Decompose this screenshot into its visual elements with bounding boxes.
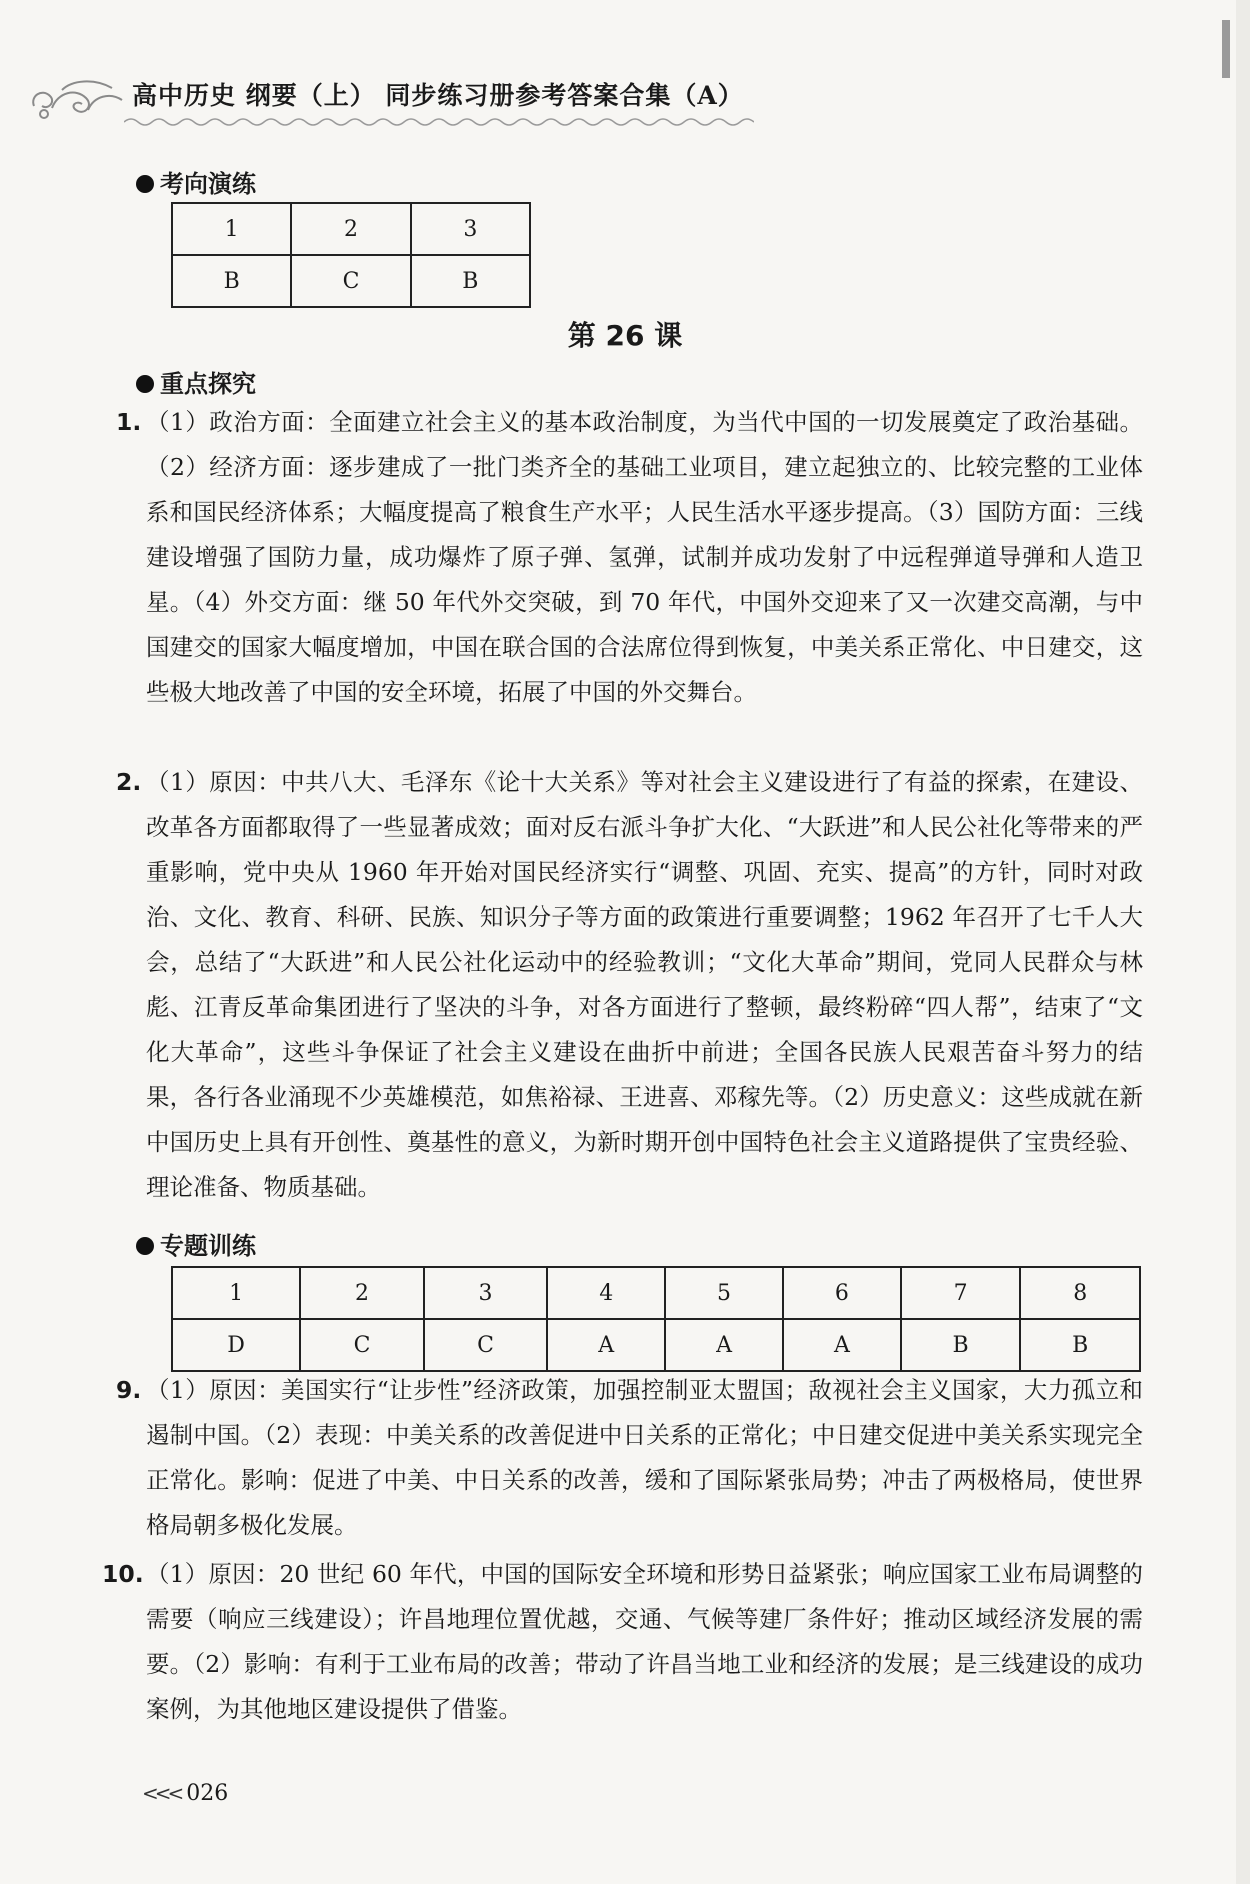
table-cell: 2 <box>291 203 410 255</box>
section-zhongdian-label: 重点探究 <box>160 370 256 398</box>
bullet-icon <box>136 1237 154 1255</box>
answer-item-9 <box>116 1368 1143 1548</box>
table-row <box>172 1267 1140 1319</box>
table-cell: 3 <box>424 1267 548 1319</box>
scroll-ornament-icon <box>28 66 128 126</box>
chevrons-left-icon: <<< <box>142 1781 181 1805</box>
table-cell: C <box>424 1319 548 1371</box>
item-number: 9. <box>116 1376 142 1404</box>
bullet-icon <box>136 175 154 193</box>
lesson-title: 第 26 课 <box>567 319 683 352</box>
item-number: 10. <box>102 1560 144 1588</box>
table-cell: 1 <box>172 203 291 255</box>
item-text: （1）原因：中共八大、毛泽东《论十大关系》等对社会主义建设进行了有益的探索，在建设、改革各方面都取得了一些显著成效；面对反右派斗争扩大化、“大跃进”和人民公社化等带来的严重影响，党中央从 1960 年开始对国民经济实行“调整、巩固、充实、提高”的方针，同时对政治、文化、教育、科研、民族、知识分子等方面的政策进行重要调整；1962 年召开了七千人大会，总结了“大跃进”和人民公社化运动中的经验教训；“文化大革命”期间，党同人民群众与林彪、江青反革命集团进行了坚决的斗争，对各方面进行了整顿，最终粉碎“四人帮”，结束了“文化大革命”，这些斗争保证了社会主义建设在曲折中前进；全国各民族人民艰苦奋斗努力的结果，各行各业涌现不少英雄模范，如焦裕禄、王进喜、邓稼先等。（2）历史意义：这些成就在新中国历史上具有开创性、奠基性的意义，为新时期开创中国特色社会主义道路提供了宝贵经验、理论准备、物质基础。 <box>146 768 1143 1201</box>
item-number: 1. <box>116 408 142 436</box>
table-cell: A <box>665 1319 783 1371</box>
table-cell: 8 <box>1020 1267 1140 1319</box>
table-cell: 6 <box>783 1267 901 1319</box>
table-cell: 1 <box>172 1267 300 1319</box>
item-text: （1）原因：20 世纪 60 年代，中国的国际安全环境和形势日益紧张；响应国家工业布局调整的需要（响应三线建设）；许昌地理位置优越，交通、气候等建厂条件好；推动区域经济发展的需要。（2）影响：有利于工业布局的改善；带动了许昌当地工业和经济的发展；是三线建设的成功案例，为其他地区建设提供了借鉴。 <box>146 1560 1143 1723</box>
table-cell: 7 <box>901 1267 1021 1319</box>
table-cell: B <box>411 255 530 307</box>
section-zhuanti <box>136 1226 256 1261</box>
table-row <box>172 1319 1140 1371</box>
item-text: （1）政治方面：全面建立社会主义的基本政治制度，为当代中国的一切发展奠定了政治基础。（2）经济方面：逐步建成了一批门类齐全的基础工业项目，建立起独立的、比较完整的工业体系和国民经济体系；大幅度提高了粮食生产水平；人民生活水平逐步提高。（3）国防方面：三线建设增强了国防力量，成功爆炸了原子弹、氢弹，试制并成功发射了中远程弹道导弹和人造卫星。（4）外交方面：继 50 年代外交突破，到 70 年代，中国外交迎来了又一次建交高潮，与中国建交的国家大幅度增加，中国在联合国的合法席位得到恢复，中美关系正常化、中日建交，这些极大地改善了中国的安全环境，拓展了中国的外交舞台。 <box>146 408 1143 706</box>
bullet-icon <box>136 375 154 393</box>
section-zhongdian <box>136 364 256 399</box>
section-zhuanti-label: 专题训练 <box>160 1232 256 1260</box>
table-cell: C <box>291 255 410 307</box>
page-header <box>28 66 744 132</box>
table-cell: C <box>300 1319 424 1371</box>
answer-item-1 <box>116 400 1143 715</box>
header-rule <box>124 116 754 128</box>
zhuanti-table <box>171 1266 1141 1372</box>
table-cell: 2 <box>300 1267 424 1319</box>
section-kaoxiang-label: 考向演练 <box>160 170 256 198</box>
table-cell: B <box>901 1319 1021 1371</box>
kaoxiang-table <box>171 202 531 308</box>
table-row <box>172 255 530 307</box>
table-cell: 4 <box>547 1267 665 1319</box>
table-cell: A <box>547 1319 665 1371</box>
answer-item-10 <box>102 1552 1143 1732</box>
answer-item-2 <box>116 760 1143 1210</box>
section-kaoxiang <box>136 164 256 199</box>
item-text: （1）原因：美国实行“让步性”经济政策，加强控制亚太盟国；敌视社会主义国家，大力孤立和遏制中国。（2）表现：中美关系的改善促进中日关系的正常化；中日建交促进中美关系实现完全正常化。影响：促进了中美、中日关系的改善，缓和了国际紧张局势；冲击了两极格局，使世界格局朝多极化发展。 <box>146 1376 1143 1539</box>
table-cell: B <box>1020 1319 1140 1371</box>
page-edge <box>1236 0 1250 1884</box>
page-number: 026 <box>186 1781 229 1806</box>
table-row <box>172 203 530 255</box>
table-cell: 5 <box>665 1267 783 1319</box>
table-cell: A <box>783 1319 901 1371</box>
header-title: 高中历史 纲要（上） 同步练习册参考答案合集（A） <box>132 81 744 110</box>
table-cell: 3 <box>411 203 530 255</box>
table-cell: D <box>172 1319 300 1371</box>
item-number: 2. <box>116 768 142 796</box>
edge-marker <box>1222 20 1230 78</box>
table-cell: B <box>172 255 291 307</box>
page-footer <box>142 1781 228 1806</box>
